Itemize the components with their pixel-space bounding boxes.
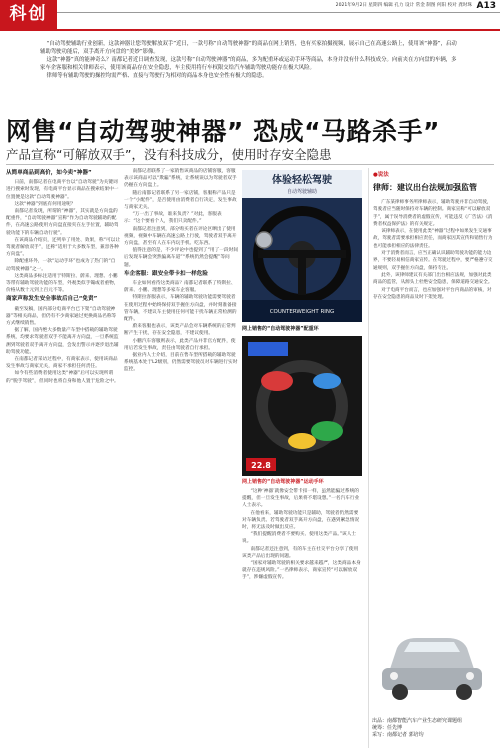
paragraph: 除配重环外，一款“运动手环”也成为了热门的“自动驾驶神器”之一。 bbox=[6, 259, 116, 272]
divider bbox=[6, 164, 494, 165]
paragraph: 据了解，国内绝大多数量产车型中搭载的辅助驾驶系统，均要求驾驶者双手不能离开方向盘，一旦系统监测到驾驶者双手离开方向盘，会发出警示并逐步退出辅助驾驶功能。 bbox=[6, 328, 119, 355]
lead-p3: 律师等有辅助驾驶的操控均需严格、直接与驾驶行为相对的商品本身也安全性有极大的隐患。 bbox=[46, 73, 268, 80]
sidebar-tag: ●说法 bbox=[373, 172, 389, 178]
car-illustration bbox=[372, 608, 492, 708]
section-heading: 从简单商品到高价，如今卖“神器” bbox=[6, 170, 92, 176]
paragraph: 如今有些消费者使用这类“神器”后可以实现所谓的“脱手驾驶”，但同时也将自身和他人置于危险之中。 bbox=[6, 371, 119, 384]
header-rule-red bbox=[0, 29, 500, 31]
paragraph: 小鹏汽车客服则表示，此类产品并非官方配件，使用后若发生事故，责任由驾驶者自行承担。 bbox=[124, 338, 236, 351]
paragraph: 特斯拉客服表示，车辆的辅助驾驶功能需要驾驶者在使用过程中始终保持双手握住方向盘，并时刻准备接管车辆，不建议车主使用任何可能干扰车辆正常检测的配件。 bbox=[124, 295, 237, 323]
issue-meta: 2021年9月2日 星期四 编辑 孔力 设计 常金 制图 何阳 校对 龚时珠 bbox=[335, 3, 472, 8]
sidebar-heading: 律师：建议出台法规加强监管 bbox=[373, 183, 477, 192]
paragraph: 值得注意的是，不少评论中也提到了“用了一段时间后发现车辆会突然偏离车道”“系统仍然会提醒”等问题。 bbox=[124, 248, 238, 268]
paragraph: 南都记者发现，所谓的“神器”，其实就是方向盘的配重件，“自动驾驶神器”宣称“作为自动驾驶辅助的配件，在高速公路使用方向盘直接夹在左手位置，辅助驾驶功能下的车辆自动行驶”。 bbox=[6, 209, 119, 236]
paragraph: “我们提醒消费者不要购买、使用这类产品。”该人士说。 bbox=[242, 532, 357, 545]
figure-caption: 网上销售的“自动驾驶神器”运动手环 bbox=[242, 479, 324, 485]
lead-p2: 这款“神器”真的能神奇么？南都记者近日调查发现，这款号称“自动驾驶神器”的商品，多为配重环或运动手环等商品，本身并没有什么科技成分。向前夹在方向盘的车辆，多家车企客服和相关律师表示，使用该商品存在安全隐患，车主使用将行车权限交给汽车辅助驾驶功能存在极大风险。 bbox=[40, 57, 457, 72]
counterweight-ring-shape bbox=[256, 232, 272, 248]
section-heading: 商家声称发生安全事故后自己“免责” bbox=[6, 296, 98, 303]
credit-box bbox=[372, 718, 496, 739]
lead-p1: “自动驾驶辅助行业创新，这款神器让您驾驶解放双手”近日，一款号称“自动驾驶神器”的商品在网上销售，也有买家拍摄视频，展示自己在高速公路上，使用该“神器”，启动辅助驾驶功能后，双手离开方向盘的“美妙”影像。 bbox=[40, 41, 457, 56]
page-title: 网售“自动驾驶神器” 恐成“马路杀手” bbox=[6, 117, 440, 146]
page-number: A13 bbox=[476, 1, 496, 11]
paragraph: 蔚来客服也表示，该类产品会对车辆系统的正常判断产生干扰，存在安全隐患，不建议使用。 bbox=[124, 324, 236, 337]
paragraph: 在他看来，辅助驾驶功能只是辅助，驾驶者仍然需要对车辆负责。若驾驶者双手离开方向盘，在遇到紧急情况时，将无法及时做出反应。 bbox=[242, 510, 360, 531]
figure-subtitle: 自动驾驶辅助 bbox=[286, 189, 318, 195]
product-photo-counterweight bbox=[242, 170, 362, 322]
paragraph: 截至发稿，国内部分电商平台已下架“自动驾驶神器”等相关商品，但仍有不少商家通过更换商品名称等方式继续销售。 bbox=[6, 306, 117, 327]
lead-paragraphs bbox=[40, 40, 460, 80]
subtitle: 产品宣称“可解放双手”，没有科技成分，使用时存安全隐患 bbox=[6, 147, 332, 162]
car-icon bbox=[372, 608, 492, 708]
paragraph: 广东某律师事务所律师表示，辅助驾驶并非自动驾驶，驾驶者应当随时保持对车辆的控制。商家宣称“可以解放双手”，属于误导消费者的虚假宣传，可能违反《广告法》《消费者权益保护法》的有关规定。 bbox=[373, 200, 493, 227]
figure-title: 体验轻松驾驶 bbox=[272, 175, 332, 186]
paragraph: 随后南都记者联系了另一家店铺，客服称产品只是一个“小配件”，是否使用由消费者自行决定，发生事故与商家无关。 bbox=[124, 190, 237, 211]
section-heading: 车企客服：跟安全带卡扣一样危险 bbox=[124, 270, 208, 277]
figure-caption: 网上销售的“自动驾驶神器”配重环 bbox=[242, 326, 319, 332]
paragraph: 该律师表示，在使用此类“神器”过程中如果发生交通事故，驾驶者需要承担相应责任，而商家因其宣传和销售行为也可能承担相应的法律责任。 bbox=[373, 229, 493, 249]
paragraph: 据业内人士介绍，目前在售车型所搭载的辅助驾驶系统基本处于L2级别，仍然需要驾驶员对车辆进行实时监控。 bbox=[124, 353, 238, 373]
paragraph: 对于消费者而言，应当正确认识辅助驾驶功能的能力边界，不要轻易相信商家宣传。在驾驶过程中，要严格遵守交通规则，双手握住方向盘，保持专注。 bbox=[373, 251, 493, 271]
paragraph: 此外，该律师建议有关部门出台相应法规，加强对此类商品的监管，从源头上杜绝安全隐患，保障道路交通安全。 bbox=[373, 272, 493, 286]
product-photo-wristband bbox=[242, 336, 362, 476]
paragraph: 对于电商平台而言，也应加强对平台内商品的审核，对存在安全隐患的商品及时下架处理。 bbox=[373, 287, 492, 300]
paragraph: 在该商品介绍页，还列举了用处、效果，称“可以让驾驶者解放双手”，还称“适用于大多数车型，兼容各种方向盘”。 bbox=[6, 237, 120, 258]
article-column-3 bbox=[242, 488, 362, 743]
paragraph: 日前，南都记者在电商平台以“自动驾驶”为关键词进行搜索时发现，有电商平台显示商品在搜索结果中一位置便是这款“自动驾驶神器”。 bbox=[6, 180, 119, 200]
paragraph: 南都记者还注意到，有的车主在社交平台分享了使用该类产品后出现的问题。 bbox=[242, 546, 359, 559]
sidebar-body bbox=[373, 199, 496, 619]
article-column-2 bbox=[124, 168, 238, 743]
credit-line: 出品：南都智能汽车产业生态研究课题组 bbox=[372, 718, 463, 724]
credit-line: 统筹：任先博 bbox=[372, 725, 403, 731]
paragraph: “这种‘神器’就像安全带卡扣一样，虽然能骗过系统的提醒，但一旦发生事故，后果将不堪设想。”一名汽车行业人士表示。 bbox=[242, 489, 360, 509]
paragraph: “万一出了事故，谁来负责？”对此，客服表示：“这个要看个人，我们只卖配件。” bbox=[124, 212, 222, 225]
section-tag: 科创 bbox=[0, 0, 57, 29]
wristband-illustration bbox=[242, 336, 362, 476]
steering-wheel-illustration bbox=[242, 170, 362, 322]
figure-banner: COUNTERWEIGHT RING bbox=[269, 309, 335, 315]
paragraph: 车企如何看待这类商品？南都记者联系了特斯拉、蔚来、小鹏、理想等多家车企客服。 bbox=[124, 281, 236, 294]
header-rule bbox=[57, 12, 500, 13]
paragraph: “国家对辅助驾驶的相关要求越来越严，这类商品本身就存在违规风险。”一名律师表示，商家宣传“可以解放双手”，涉嫌虚假宣传。 bbox=[242, 561, 361, 581]
paragraph: 在南都记者采访过程中，有商家表示，使用该商品发生事故与商家无关，商家不承担任何责任。 bbox=[6, 357, 118, 370]
article-column-1 bbox=[6, 168, 120, 743]
paragraph: 这款“神器”到底有何用途呢？ bbox=[14, 201, 76, 207]
credit-line: 采写：南都记者 郭培均 bbox=[372, 732, 424, 738]
paragraph: 南都记者注意到，部分购买者在评论区晒出了使用视频，视频中车辆在高速公路上行驶，驾驶者双手离开方向盘，甚至有人在车内玩手机、吃东西。 bbox=[124, 226, 237, 247]
paragraph: 这类商品多标注适用于特斯拉、蔚来、理想、小鹏等带有辅助驾驶功能的车型，外观类似手镯或者重物，价格从数十元到上百元不等。 bbox=[6, 273, 119, 294]
price-badge: 22.8 bbox=[251, 461, 271, 470]
paragraph: 南都记者联系了一家销售该商品的店铺客服，客服表示该商品可以“欺骗”系统，让系统误以为驾驶者双手仍握在方向盘上。 bbox=[124, 169, 237, 189]
